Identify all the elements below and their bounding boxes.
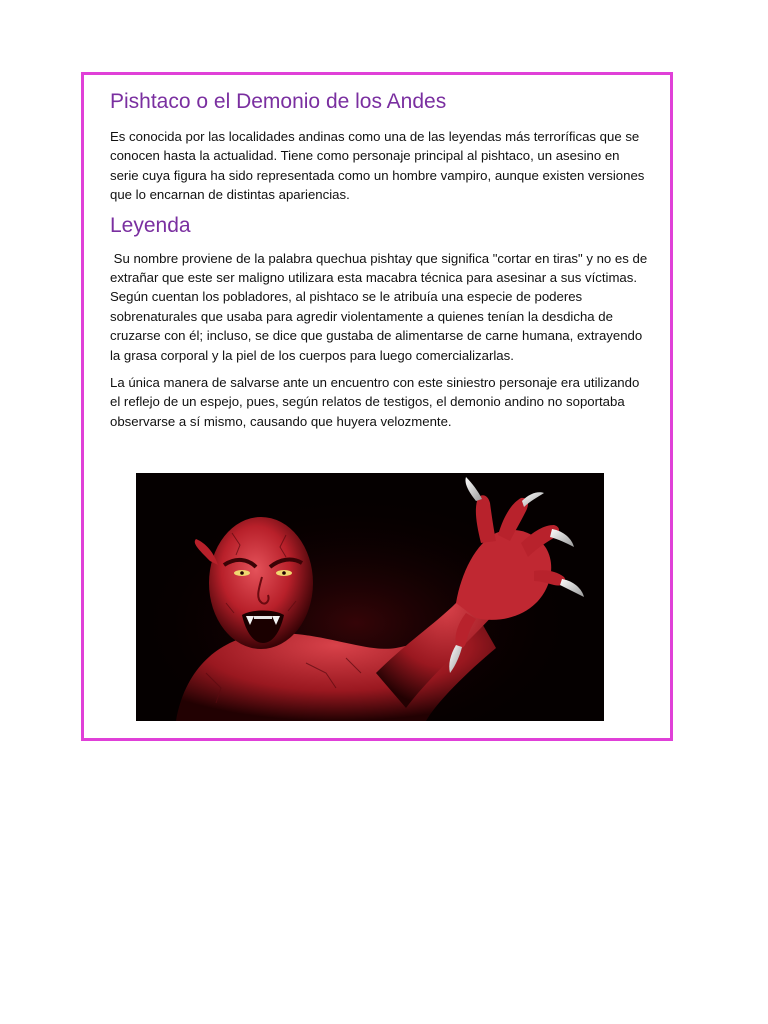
intro-paragraph: Es conocida por las localidades andinas como una de las leyendas más terroríficas que se conocen hasta la actualidad. Tiene como personaje principal al pishtaco, un asesino en serie cuya figura ha sido representada como un hombre vampiro, aunque existen versiones que lo encarnan de distintas apariencias. xyxy=(110,129,645,203)
page-frame xyxy=(81,72,673,741)
section-heading: Leyenda xyxy=(110,213,191,237)
document-body xyxy=(110,89,650,439)
demon-illustration xyxy=(136,473,604,721)
legend-paragraph-2: La única manera de salvarse ante un encuentro con este siniestro personaje era utilizando el reflejo de un espejo, pues, según relatos de testigos, el demonio andino no soportaba observarse a sí mismo, causando que huyera velozmente. xyxy=(110,375,640,429)
demon-image xyxy=(136,473,604,721)
legend-paragraph-1: Su nombre proviene de la palabra quechua pishtay que significa "cortar en tiras" y no es de extrañar que este ser maligno utilizara esta macabra técnica para asesinar a sus víctimas. Según cuentan los pobladores, al pishtaco se le atribuía una especie de poderes sobrenaturales que usaba para agredir violentamente a quienes tenían la desdicha de cruzarse con él; incluso, se dice que gustaba de alimentarse de carne humana, extrayendo la grasa corporal y la piel de los cuerpos para luego comercializarlas. xyxy=(110,250,651,363)
page-title: Pishtaco o el Demonio de los Andes xyxy=(110,90,447,113)
